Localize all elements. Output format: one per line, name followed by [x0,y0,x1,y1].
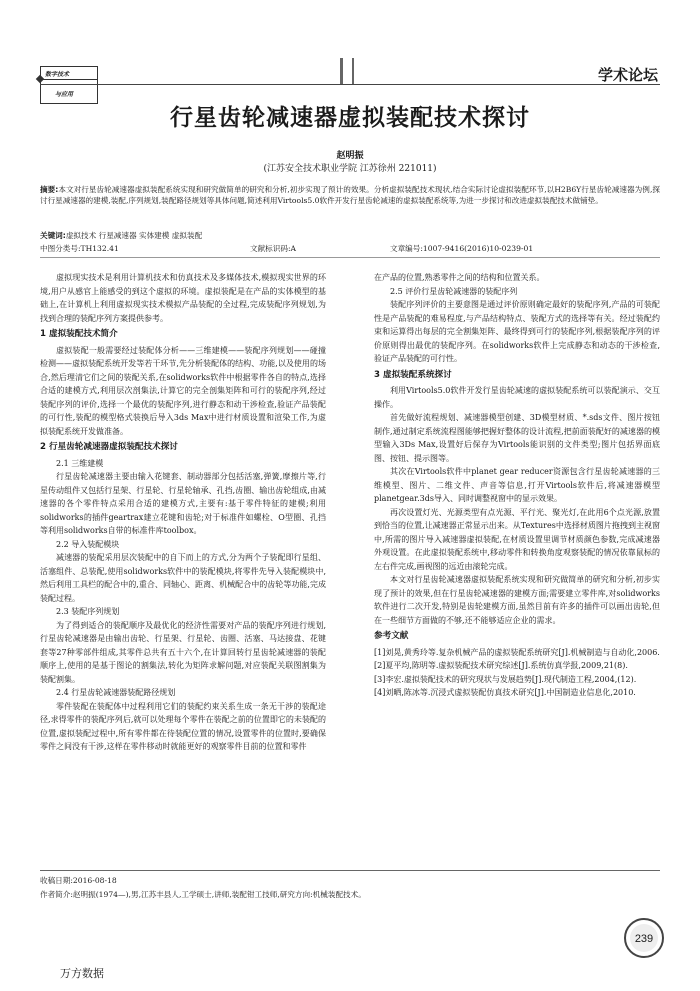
body-paragraph: 零件装配在装配体中过程利用它们的装配约束关系生成一条无干涉的装配途径,求得零件的装配序列后,就可以处理每个零件在装配之前的位置即它的未装配的位置,虚拟装配过程中,所有零件都在待装配位置的情况,设置零件的位置时,要确保零件之间没有干涉,这样在零件移动时就能更好的观察零件目前的位置和零件 [40,701,326,751]
body-paragraph: 为了得到适合的装配顺序及最优化的经济性需要对产品的装配序列进行规划,行星齿轮减速器是由输出齿轮、行星架、行星轮、齿圈、活塞、马达接盘、花键套等27种零部件组成,其零件总共有五十六个,在计算回转行星齿轮减速器的装配顺序上,使用的是基于图论的割集法,转化为矩阵求解问题,对应装配关联图割集为装配割集。 [40,620,326,684]
author: 赵明振 [336,151,364,161]
body-paragraph: 其次在Virtools软件中planet gear reducer资源包含行星齿轮减速器的三维模型、图片、二维文件、声音等信息,打开Virtools软件后,将减速器模型planetgear.3ds导入、同时调整视窗中的显示效果。 [374,467,660,503]
keywords-label: 关键词: [40,231,66,240]
clc-number: 中图分类号:TH132.41 [40,244,119,253]
header-bar [352,58,354,84]
left-column [40,271,326,754]
author-bio: 作者简介:赵明振(1974—),男,江苏丰县人,工学硕士,讲师,装配钳工技师,研究方向:机械装配技术。 [40,890,366,899]
abstract-rule [40,257,660,258]
reference-item: [2]夏平均,陈明等.虚拟装配技术研究综述[J].系统仿真学报,2009,21(8). [374,661,628,670]
article-number: 文章编号:1007-9416(2016)10-0239-01 [390,244,534,253]
header-bar [340,58,343,84]
subsection-heading: 2.1 三维建模 [56,458,104,468]
body-paragraph: 再次设置灯光、光源类型有点光源、平行光、聚光灯,在此用6个点光源,放置到恰当的位置,让减速器正常显示出来。从Textures中选择材质图片拖拽到主视窗中,所需的图片导入减速器虚拟装配,在材质设置里调节材质颜色参数,完成减速器外观设置。在此虚拟装配系统中,移动零件和转换角度观察装配的情况依靠鼠标的左右件完成,画视图的远近由滚轮完成。 [374,507,660,571]
body-paragraph: 行星齿轮减速器主要由输入花键套、制动器部分包括活塞,弹簧,摩擦片等,行星传动组件又包括行星架、行星轮、行星轮轴承、孔挡,齿圈、输出齿轮组成,由减速器的各个零件特点采用合适的建模方式,主要有:基于零件特征的建模;利用solidworks的插件geartrax建立花键和齿轮;对于标准件如螺栓、O型圈、孔挡等利用solidworks自带的标准件库toolbox。 [40,472,326,535]
subsection-heading: 2.3 装配序列规划 [56,607,120,616]
affiliation: (江苏安全技术职业学院 江苏徐州 221011) [263,164,437,174]
footer-rule [40,870,660,871]
logo-line2: 与应用 [55,91,74,98]
logo-divider [41,79,97,80]
abstract-label: 摘要: [40,185,59,194]
page-number-stamp [624,918,664,958]
received-date: 收稿日期:2016-08-18 [40,876,117,885]
body-paragraph: 本文对行星齿轮减速器虚拟装配系统实现和研究做简单的研究和分析,初步实现了预计的效果,但在行星齿轮减速器的建模方面;需要建立零件库,对solidworks软件进行二次开发,特别是齿轮建模方面,虽然目前有许多的插件可以画出齿轮,但在一些细节方面做的不够,还不能够适应企业的需求。 [374,575,660,625]
abstract-text: 本文对行星齿轮减速器虚拟装配系统实现和研究做简单的研究和分析,初步实现了预计的效果。分析虚拟装配技术现状,结合实际讨论虚拟装配环节,以H2B6Y行星齿轮减速器为例,探讨行星减速器的建模,装配,序列规划,装配路径规划等具体问题,简述利用Virtools5.0软件开发行星齿轮减速的虚拟装配系统等,为进一步探讨和改进虚拟装配技术做铺垫。 [40,185,660,205]
section-tag: 学术论坛 [597,67,658,84]
doc-code: 文献标识码:A [250,244,297,253]
body-paragraph: 装配序列评价的主要意图是通过评价原则确定最好的装配序列,产品的可装配性是产品装配的难易程度,与产品结构特点、装配方式的选择等有关。经过装配约束和运算得出每层的完全割集矩阵、最终得到可行的装配序列,根据装配序列的评价原则得出最优的装配序列。在solidworks软件上完成静态和动态的干涉检查,验证产品装配的可行性。 [374,300,660,363]
body-paragraph: 减速器的装配采用层次装配中的自下而上的方式,分为两个子装配即行星组、活塞组件、总装配,使用solidworks软件中的装配模块,将零件先导入装配模块中,然后利用工具栏的配合中的,重合、同轴心、距离、机械配合中的齿轮等功能,完成装配过程。 [40,553,326,603]
header-rule [40,84,660,85]
reference-item: [1]刘晃,黄秀玲等.复杂机械产品的虚拟装配系统研究[J].机械制造与自动化,2006. [374,647,660,657]
keywords-text: 虚拟技术 行星减速器 实体建模 虚拟装配 [65,231,203,240]
watermark: 万方数据 [60,967,104,980]
subsection-heading: 2.4 行星齿轮减速器装配路径规划 [56,688,176,697]
abstract [40,184,660,206]
body-paragraph: 首先做好流程规划、减速器模型创建、3D模型材质、*.sds文件、图片按钮制作,通过制定系统流程图能够把握好整体的设计流程,把前面装配好的减速器的模型输入3Ds Max,设置好后保存为Virtools能识别的文件类型;图片包括界面底图、按钮、提示图等。 [374,413,660,463]
page-title: 行星齿轮减速器虚拟装配技术探讨 [170,104,530,131]
body-paragraph: 利用Virtools5.0软件开发行星齿轮减速的虚拟装配系统可以装配演示、交互操作。 [374,386,660,409]
logo-line1: 数字技术 [45,71,70,78]
section-heading: 2 行星齿轮减速器虚拟装配技术探讨 [40,442,178,452]
right-column [374,271,660,700]
references-heading: 参考文献 [374,631,409,641]
reference-item: [4]刘晒,陈冰等.沉浸式虚拟装配仿真技术研究[J].中国制造业信息化,2010. [374,688,636,697]
section-heading: 3 虚拟装配系统探讨 [374,369,452,380]
subsection-heading: 2.5 评价行星齿轮减速器的装配序列 [390,286,518,296]
body-paragraph: 虚拟装配一般需要经过装配体分析——三维建模——装配序列规划——碰撞检测——虚拟装配系统开发等若干环节,先分析装配体的结构、功能,以及使用的场合,然后理清它们之间的装配关系,在solidworks软件中根据零件各自的特点,选择合适的建模方式,利用层次剖集法,计算它的完全剖集矩阵和可行的装配序列,经过装配序列的评价,选择一个最优的装配序列,进行静态和动干涉检查,验证产品装配的可行性,装配的模型格式装换后导入3ds Max中进行材质设置和渲染工作,为虚拟装配系统开发做准备。 [40,345,326,436]
subsection-heading: 2.2 导入装配模块 [56,539,120,549]
intro-paragraph: 虚拟现实技术是利用计算机技术和仿真技术及多媒体技术,模拟现实世界的环境,用户从感官上能感受的到这个虚拟的环境。虚拟装配是在产品的实体模型的基础上,在计算机上利用虚拟现实技术模拟产品装配的全过程,完成装配序列规划,为找到合理的装配序列方案提供参考。 [40,273,326,323]
body-paragraph: 在产品的位置,熟悉零件之间的结构和位置关系。 [374,273,545,282]
page-number: 239 [630,924,658,952]
keywords [40,230,202,241]
reference-item: [3]李宏.虚拟装配技术的研究现状与发展趋势[J].现代制造工程,2004,(12). [374,674,637,684]
section-heading: 1 虚拟装配技术简介 [40,329,118,339]
